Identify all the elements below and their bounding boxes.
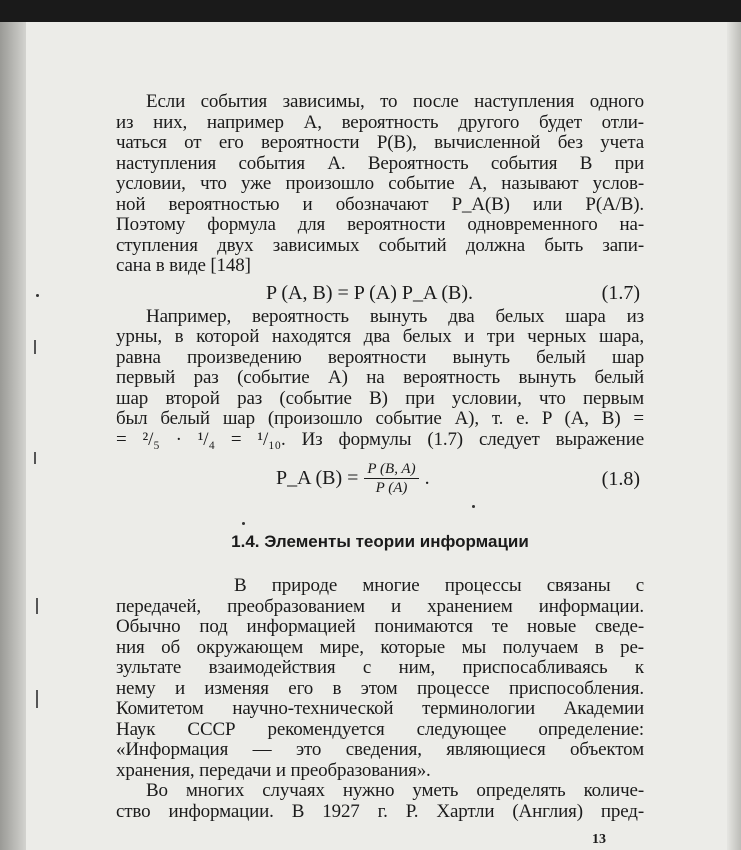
section-heading: 1.4. Элементы теории информации: [231, 532, 529, 551]
text-line: наступления события A. Вероятность события B при: [116, 152, 644, 174]
equation-1-8: [116, 450, 644, 506]
text-line: чаться от его вероятности P(B), вычисленной без учета: [116, 132, 644, 153]
text-line: Если события зависимы, то после наступления одного: [146, 91, 644, 112]
equation-number: (1.8): [601, 468, 640, 490]
text-line: «Информация — это сведения, являющиеся объектом: [116, 739, 644, 760]
text-line: передачей, преобразованием и хранением информации.: [116, 595, 644, 617]
formula: P (A, B) = P (A) P_A (B).: [266, 281, 474, 304]
text-line: ство информации. В 1927 г. Р. Хартли (Англия) пред-: [116, 800, 644, 822]
text-line: Комитетом научно-технической терминологии Академии: [116, 698, 644, 719]
scan-mark: [36, 690, 38, 708]
book-page: [26, 22, 727, 850]
scan-mark: [34, 340, 36, 354]
text-line: урны, в которой находятся два белых и три черных шара,: [116, 326, 644, 347]
text-line: ния об окружающем мире, которые мы получаем в ре-: [116, 636, 644, 658]
fraction-numerator: P (B, A): [364, 460, 418, 479]
text-line: Поэтому формула для вероятности одновременного на-: [116, 214, 644, 235]
text-line: равна произведению вероятности вынуть белый шар: [116, 346, 644, 368]
page-number: 13: [592, 832, 606, 847]
text-line: сана в виде [148]: [116, 255, 251, 276]
paragraph-conditional-probability: [116, 92, 644, 277]
text-line: Наук СССР рекомендуется следующее определение:: [116, 718, 644, 740]
scan-mark: [34, 452, 36, 464]
text-line: из них, например A, вероятность другого будет отли-: [116, 111, 644, 133]
formula-lhs: P_A (B) =: [276, 467, 359, 489]
paragraph-example: [116, 307, 644, 451]
scan-top-border: [0, 0, 741, 22]
text-line: был белый шар (произошло событие A), т. е. P (A, B) =: [116, 408, 644, 429]
paragraph-information: [116, 576, 644, 781]
text-line: первый раз (событие A) на вероятность вынуть белый: [116, 367, 644, 388]
equation-number: (1.7): [601, 281, 640, 304]
text-line: Во многих случаях нужно уметь определять количе-: [146, 780, 644, 801]
fraction-denominator: P (A): [375, 480, 408, 496]
scan-speck: [36, 294, 39, 297]
text-line: ной вероятностью и обозначают P_A(B) или P(A/B).: [116, 193, 644, 215]
text-line: шар второй раз (событие B) при условии, что первым: [116, 387, 644, 409]
scan-binding-shadow: [0, 22, 26, 850]
formula: [276, 460, 430, 497]
text-line: условии, что уже произошло событие A, называют услов-: [116, 173, 644, 194]
equation-1-7: [116, 277, 644, 307]
text-line: ступления двух зависимых событий должна быть запи-: [116, 234, 644, 256]
formula-tail: .: [424, 467, 430, 489]
scan-right-edge: [727, 22, 741, 850]
text-line: = ²/₅ · ¹/₄ = ¹/₁₀. Из формулы (1.7) следует выражение: [116, 428, 644, 450]
text-line: нему и изменяя его в этом процессе приспособления.: [116, 677, 644, 699]
paragraph-quantity: [116, 781, 644, 822]
text-column: [116, 92, 644, 822]
scan-mark: [36, 598, 38, 614]
text-line: В природе многие процессы связаны с: [234, 575, 644, 596]
text-line: Например, вероятность вынуть два белых шара из: [146, 305, 644, 327]
text-line: Обычно под информацией понимаются те новые сведе-: [116, 616, 644, 637]
fraction: [364, 460, 418, 497]
text-line: зультате взаимодействия с ним, приспосабливаясь к: [116, 657, 644, 678]
text-line: хранения, передачи и преобразования».: [116, 759, 431, 781]
